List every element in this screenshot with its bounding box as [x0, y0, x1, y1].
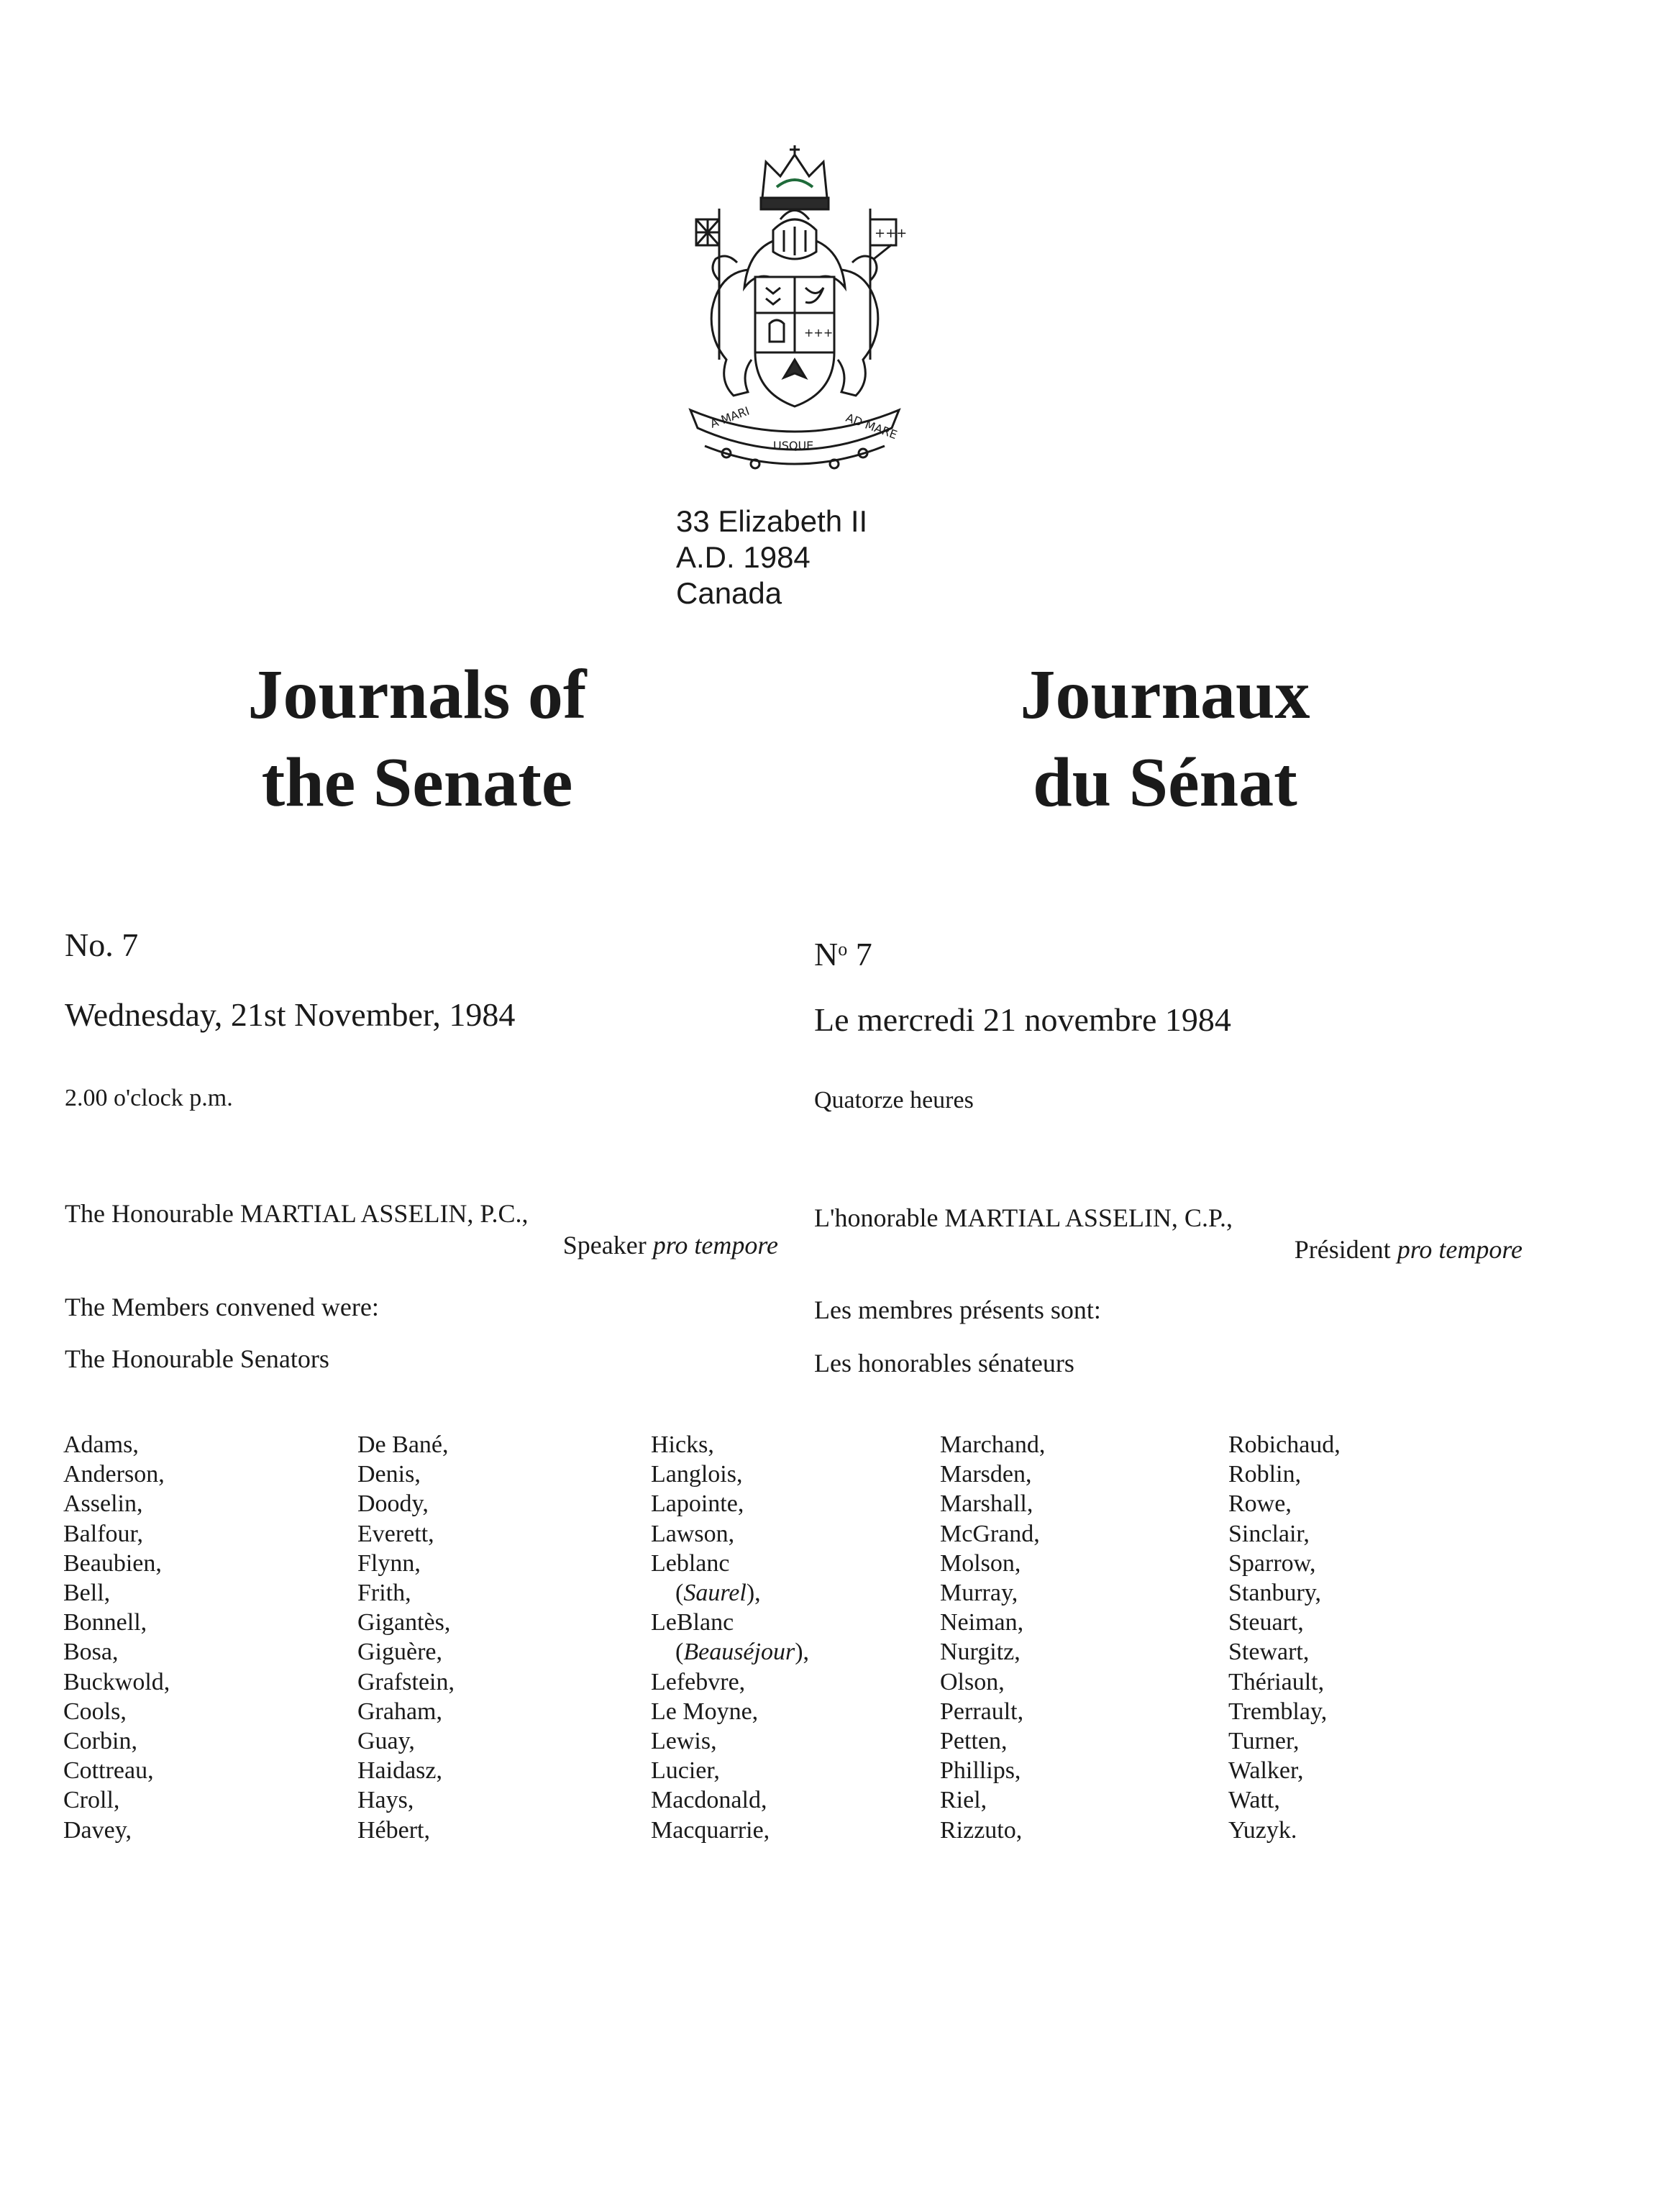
issue-number-fr: $N^o$ 7 — [814, 936, 872, 973]
list-item-riding: (Beauséjour), — [675, 1639, 810, 1666]
senators-heading-fr: Les honorables sénateurs — [814, 1349, 1074, 1377]
issue-number-en: No. 7 — [65, 926, 139, 963]
regnal-year-block — [676, 504, 867, 611]
list-item: Watt, — [1228, 1787, 1280, 1814]
speaker-fr: L'honorable MARTIAL ASSELIN, C.P., Président pro tempore — [814, 1203, 1522, 1264]
list-item: Tremblay, — [1228, 1698, 1328, 1725]
list-item: Le Moyne, — [651, 1698, 759, 1725]
motto-right: AD MARE — [844, 410, 899, 442]
list-item: Cottreau, — [63, 1757, 154, 1785]
list-item: Hays, — [357, 1787, 414, 1814]
list-item: Bonnell, — [63, 1609, 147, 1636]
list-item: Buckwold, — [63, 1668, 170, 1695]
list-item: Marsden, — [940, 1461, 1032, 1488]
list-item: Bosa, — [63, 1639, 119, 1666]
list-item: Rowe, — [1228, 1490, 1292, 1518]
list-item: Thériault, — [1228, 1668, 1325, 1695]
list-item: Giguère, — [357, 1639, 443, 1666]
list-item: Marchand, — [940, 1431, 1046, 1458]
motto-center: USQUE — [773, 439, 814, 452]
list-item: Grafstein, — [357, 1668, 455, 1695]
list-item-riding: (Saurel), — [675, 1580, 761, 1607]
list-item: Lefebvre, — [651, 1668, 746, 1695]
regnal-year: 33 Elizabeth II — [676, 504, 868, 538]
senators-column-1 — [63, 1430, 170, 1845]
list-item: Riel, — [940, 1787, 987, 1814]
list-item: Robichaud, — [1228, 1431, 1341, 1458]
list-item: Sinclair, — [1228, 1520, 1310, 1547]
list-item: Lapointe, — [651, 1490, 744, 1518]
time-fr: Quatorze heures — [814, 1087, 974, 1114]
list-item: Marshall, — [940, 1490, 1033, 1518]
list-item: Olson, — [940, 1668, 1005, 1695]
list-item: Gigantès, — [357, 1609, 451, 1636]
list-item: Molson, — [940, 1549, 1021, 1577]
country: Canada — [676, 576, 782, 610]
list-item: Adams, — [63, 1431, 139, 1458]
list-item: Hébert, — [357, 1816, 431, 1844]
list-item: Lawson, — [651, 1520, 735, 1547]
list-item: Graham, — [357, 1698, 443, 1725]
list-item: Stewart, — [1228, 1639, 1310, 1666]
list-item: Denis, — [357, 1461, 421, 1488]
speaker-en: The Honourable MARTIAL ASSELIN, P.C., Speaker pro tempore — [65, 1199, 778, 1260]
list-item: Cools, — [63, 1698, 127, 1725]
list-item: Walker, — [1228, 1757, 1304, 1785]
list-item: Doody, — [357, 1490, 429, 1518]
senators-column-4 — [940, 1430, 1045, 1845]
list-item: McGrand, — [940, 1520, 1040, 1547]
title-english: Journals of the Senate — [247, 656, 587, 821]
list-item: Leblanc — [651, 1549, 730, 1577]
list-item: Macdonald, — [651, 1787, 767, 1814]
members-intro-en: The Members convened were: — [65, 1293, 379, 1321]
list-item: Balfour, — [63, 1520, 143, 1547]
title-french: Journaux du Sénat — [1020, 656, 1310, 821]
list-item: Roblin, — [1228, 1461, 1302, 1488]
list-item: Lucier, — [651, 1757, 720, 1785]
list-item: Steuart, — [1228, 1609, 1304, 1636]
list-item: Macquarrie, — [651, 1816, 770, 1844]
list-item: De Bané, — [357, 1431, 449, 1458]
list-item: Sparrow, — [1228, 1549, 1316, 1577]
senators-column-5 — [1228, 1430, 1341, 1845]
list-item: Corbin, — [63, 1728, 137, 1755]
list-item: LeBlanc — [651, 1609, 734, 1636]
list-item: Hicks, — [651, 1431, 714, 1458]
list-item: Bell, — [63, 1580, 111, 1607]
svg-text:+++: +++ — [804, 326, 834, 340]
coat-of-arms-icon — [676, 144, 913, 482]
list-item: Neiman, — [940, 1609, 1024, 1636]
list-item: Lewis, — [651, 1728, 717, 1755]
list-item: Beaubien, — [63, 1549, 162, 1577]
list-item: Murray, — [940, 1580, 1018, 1607]
list-item: Everett, — [357, 1520, 434, 1547]
list-item: Croll, — [63, 1787, 120, 1814]
list-item: Rizzuto, — [940, 1816, 1023, 1844]
list-item: Davey, — [63, 1816, 132, 1844]
date-fr: Le mercredi 21 novembre 1984 — [814, 1001, 1231, 1038]
list-item: Yuzyk. — [1228, 1816, 1297, 1844]
senators-column-2 — [357, 1430, 455, 1845]
list-item: Guay, — [357, 1728, 415, 1755]
time-en: 2.00 o'clock p.m. — [65, 1085, 233, 1111]
year-ad: A.D. 1984 — [676, 540, 811, 574]
list-item: Petten, — [940, 1728, 1008, 1755]
list-item: Haidasz, — [357, 1757, 443, 1785]
list-item: Perrault, — [940, 1698, 1024, 1725]
list-item: Phillips, — [940, 1757, 1021, 1785]
list-item: Anderson, — [63, 1461, 165, 1488]
list-item: Frith, — [357, 1580, 411, 1607]
list-item: Stanbury, — [1228, 1580, 1322, 1607]
list-item: Langlois, — [651, 1461, 743, 1488]
list-item: Asselin, — [63, 1490, 143, 1518]
list-item: Turner, — [1228, 1728, 1300, 1755]
list-item: Nurgitz, — [940, 1639, 1021, 1666]
members-intro-fr: Les membres présents sont: — [814, 1295, 1101, 1324]
date-en: Wednesday, 21st November, 1984 — [65, 996, 516, 1033]
svg-text:+++: +++ — [875, 226, 908, 241]
list-item: Flynn, — [357, 1549, 421, 1577]
senators-heading-en: The Honourable Senators — [65, 1344, 329, 1373]
motto-left: A MARI — [708, 404, 752, 431]
senators-column-3 — [651, 1430, 809, 1845]
